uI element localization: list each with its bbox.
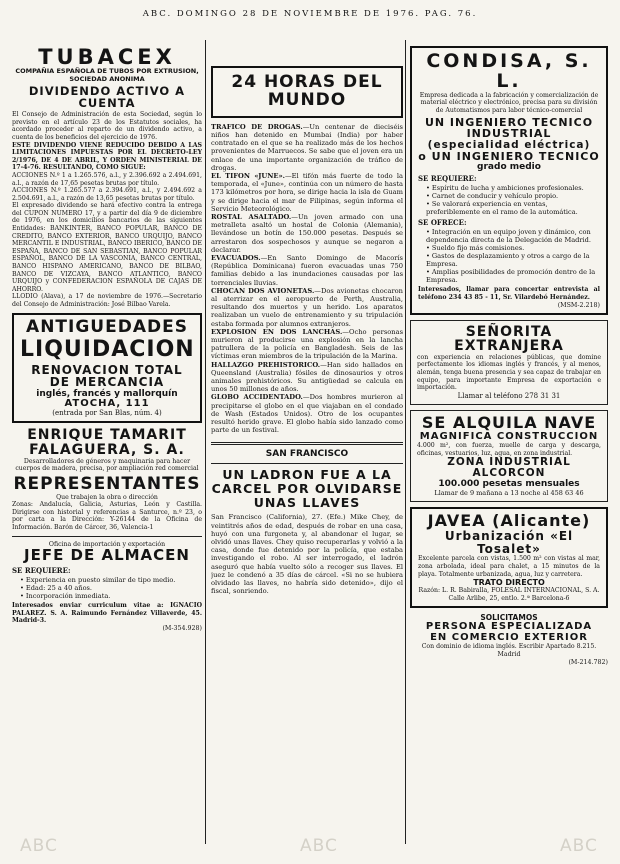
article-text: San Francisco (California), 27. (Efe.) Mike Chey, de veintitrés años de edad, después de robar en una casa, huyó con una furgoneta y, al abandonar el lugar, se olvidó unas llaves. Chey quiso recuperarlas y volvió a la casa, donde fue detenido por la policía, que estaba investigando el robo. Al ser interrogado, el ladrón aseguró que había vuelto sólo a recoger sus llaves. El juez le condenó a 35 días de cárcel. «Si no se hubiera olvidado las llaves, no habría sido detenido», dijo el fiscal, sonriendo. bbox=[211, 513, 403, 596]
senorita-phone: Llamar al teléfono 278 31 31 bbox=[457, 391, 561, 400]
condisa-offer-label: SE OFRECE: bbox=[418, 218, 467, 228]
javea-title: JAVEA (Alicante) bbox=[427, 511, 591, 531]
nave-zone: ZONA INDUSTRIAL ALCORCON bbox=[447, 456, 571, 480]
tubacex-notice: ESTE DIVIDENDO VIENE REDUCIDO DEBIDO A LAS LIMITACIONES IMPUESTAS POR EL DECRETO-LEY 2/1976, DE 4 DE ABRIL, Y ORDEN MINISTERIAL DE 17-4-76. RESULTANDO, COMO SIGUE: bbox=[12, 141, 202, 172]
news-item: EL TIFON «JUNE».—El tifón más fuerte de todo la temporada, el «June», continúa con un número de hasta 173 kilómetros por hora, se dirige hacia la isla de Guam y se dirige hacia el mar de Filipinas, según informa el Servicio Meteorológico. bbox=[211, 171, 403, 213]
tubacex-shares: ACCIONES N.º 1.265.577 a 2.394.691, a.l., y 2.494.692 a 2.504.691, a.l., a razón de 13,65 pesetas brutas por título. bbox=[12, 187, 202, 202]
condisa-offer: • Integración en un equipo joven y dinámico, con dependencia directa de la Delegación de Madrid. bbox=[426, 228, 600, 244]
news-item: ROSTAL ASALTADO.—Un joven armado con una metralleta asaltó un hostal de Colonia (Alemania), llevándose un botín de 150.000 pesetas. Después se arrestaron dos sospechosos y aunque se negaron a declarar. bbox=[211, 212, 403, 254]
senorita-text: con experiencia en relaciones públicas, que domine perfectamente los idiomas inglés y francés, y al menos, alemán, tenga buena presencia y sea capaz de trabajar en equipo, para importante Empresa de exportación e importación. bbox=[417, 353, 601, 392]
solicitamos-line: PERSONA ESPECIALIZADA bbox=[425, 621, 593, 633]
condisa-ref: (MSM-2.218) bbox=[557, 301, 600, 309]
nave-sub: MAGNIFICA CONSTRUCCION bbox=[419, 430, 599, 442]
news-heading: EL TIFON «JUNE». bbox=[211, 171, 285, 180]
news-item: EVACUADOS.—En Santo Domingo de Macorís (República Dominicana) fueron evacuadas unas 750 familias debido a las inundaciones causadas por las torrenciales lluvias. bbox=[211, 253, 403, 287]
news-heading: HALLAZGO PREHISTORICO. bbox=[211, 360, 321, 369]
almacen-ref: (M-354.928) bbox=[162, 624, 202, 632]
article-headline: UN LADRON FUE A LA CARCEL POR OLVIDARSE UNAS LLAVES bbox=[211, 467, 403, 511]
nave-text: 4.000 m², con fuerza, muelle de carga y descarga, oficinas, vestuarios, luz, agua, en zona industrial. bbox=[417, 442, 601, 457]
antiguedades-line: DE MERCANCIA bbox=[49, 375, 165, 390]
solicitamos-top: SOLICITAMOS bbox=[480, 613, 538, 623]
watermark: ABC bbox=[560, 836, 598, 856]
senorita-title: SEÑORITA EXTRANJERA bbox=[454, 323, 564, 355]
antiguedades-line: inglés, francés y mallorquín bbox=[36, 388, 178, 399]
news-text: Dos avionetas chocaron al aterrizar en el aeropuerto de Perth, Australia, resultando dos muertos y un herido. Los aparatos realizaban un vuelo de entrenamiento y su tripulación estaba formada por alumnos extranjeros. bbox=[211, 286, 403, 328]
news-heading: CHOCAN DOS AVIONETAS. bbox=[211, 286, 315, 295]
tubacex-paragraph: El Consejo de Administración de esta Sociedad, según lo previsto en el artículo 23 de los Estatutos sociales, ha acordado proceder al reparto de un dividendo activo, a cuenta de los beneficios del ejercicio de 1976. bbox=[12, 111, 202, 141]
condisa-heading: o UN INGENIERO TECNICO bbox=[418, 149, 600, 163]
news-item: GLOBO ACCIDENTADO.—Dos hombres murieron al precipitarse el globo en el que viajaban en el condado de Wash (Estados Unidos). Otro de los ocupantes resultó herido grave. El globo había sido lanzado como parte de un festival. bbox=[211, 393, 403, 435]
mundo-title: 24 HORAS DEL MUNDO bbox=[231, 72, 383, 110]
solicitamos-ad bbox=[410, 613, 608, 665]
article-place: SAN FRANCISCO bbox=[265, 449, 349, 460]
condisa-requirement: • Se valorará experiencia en ventas, preferiblemente en el ramo de la automática. bbox=[426, 200, 600, 216]
tubacex-paragraph: El expresado dividendo se hará efectivo contra la entrega del CUPON NUMERO 17, y a partir del día 9 de diciembre de 1976, en los domicilios bancarios de las siguientes Entidades: BANKINTER, BANCO POPULAR, BANCO DE CREDITO, BANCO EXTERIOR, BANCO URQUIJO, BANCO MERCANTIL E INDUSTRIAL, BANCO IBERICO, BANCO DE ESPAÑA, BANCO DE SAN SEBASTIAN, BANCO POPULAR ESPAÑOL, BANCO DE LA VASCONIA, BANCO CENTRAL, BANCO HISPANO AMERICANO, BANCO DE BILBAO, BANCO DE VIZCAYA, BANCO ATLANTICO, BANCO URQUIJO y CONFEDERACION ESPAÑOLA DE CAJAS DE AHORRO. bbox=[12, 202, 202, 293]
condisa-offer: • Amplias posibilidades de promoción dentro de la Empresa. bbox=[426, 268, 600, 284]
almacen-text: Interesados enviar curriculum vitae a: IGNACIO PALAREZ. S. A. Raimundo Fernández Villaverde, 45. Madrid-3. bbox=[12, 601, 202, 625]
tubacex-subtitle: COMPAÑIA ESPAÑOLA DE TUBOS POR EXTRUSION, SOCIEDAD ANONIMA bbox=[15, 67, 199, 83]
column-left bbox=[12, 46, 202, 842]
antiguedades-title: ANTIGUEDADES bbox=[26, 316, 188, 337]
javea-ad bbox=[410, 507, 608, 608]
almacen-ad bbox=[12, 541, 202, 632]
column-divider bbox=[405, 40, 406, 844]
solicitamos-text: Con dominio de idioma inglés. Escribir Apartado 8.215. Madrid bbox=[421, 643, 597, 658]
tamarit-name: ENRIQUE TAMARIT FALAGUERA, S. A. bbox=[27, 427, 187, 458]
tubacex-headline: DIVIDENDO ACTIVO A CUENTA bbox=[28, 84, 186, 111]
antiguedades-liquidacion: LIQUIDACION bbox=[20, 337, 195, 363]
antiguedades-address: ATOCHA, 111 bbox=[64, 397, 150, 409]
almacen-intro: Oficina de importación y exportación bbox=[48, 540, 166, 548]
tubacex-ad bbox=[12, 46, 202, 309]
news-heading: TRAFICO DE DROGAS. bbox=[211, 122, 303, 131]
condisa-offer: • Sueldo fijo más comisiones. bbox=[426, 244, 600, 252]
almacen-title: JEFE DE ALMACEN bbox=[24, 546, 190, 565]
nave-price: 100.000 pesetas mensuales bbox=[438, 479, 580, 490]
condisa-contact: Interesados, llamar para concertar entrevista al teléfono 234 43 85 - 11, Sr. Vilardebó Hernández. bbox=[418, 286, 600, 301]
senorita-ad bbox=[410, 320, 608, 405]
news-text: Han sido hallados en Queensland (Australia) fósiles de dinosaurios y otros animales prehistóricos. Su antigüedad se calcula en unos 50 millones de años. bbox=[211, 360, 403, 394]
news-item: EXPLOSION EN DOS LANCHAS.—Ocho personas murieron al producirse una explosión en la lancha patrullera de la policía en Bangladesh. Seis de las víctimas eran miembros de la tripulación de la Marina. bbox=[211, 327, 403, 361]
javea-sub: Urbanización «El Tosalet» bbox=[444, 529, 574, 556]
almacen-requirement: • Experiencia en puesto similar de tipo medio. bbox=[20, 576, 202, 584]
almacen-requirement: • Edad: 25 a 40 años. bbox=[20, 584, 202, 592]
page-header: ABC. DOMINGO 28 DE NOVIEMBRE DE 1976. PAG. 76. bbox=[142, 9, 478, 19]
nave-title: SE ALQUILA NAVE bbox=[421, 412, 597, 432]
watermark: ABC bbox=[300, 836, 338, 856]
javea-trato: TRATO DIRECTO bbox=[473, 578, 545, 588]
javea-text: Excelente parcela con vistas, 1.500 m² con vistas al mar, zona arbolada, ideal para chalet, a 15 minutos de la playa. Totalmente urbanizada, agua, luz y carretera. bbox=[418, 555, 600, 578]
representantes-sub: Que trabajen la obra o dirección bbox=[56, 493, 158, 501]
news-text: Ocho personas murieron al producirse una explosión en la lancha patrullera de la policía en Bangladesh. Seis de las víctimas eran miembros de la tripulación de la Marina. bbox=[211, 327, 403, 361]
condisa-heading: (especialidad eléctrica) bbox=[427, 138, 591, 151]
condisa-ad bbox=[410, 46, 608, 315]
tubacex-shares: ACCIONES N.º 1 a 1.265.576, a.l., y 2.396.692 a 2.494.691, a.l., a razón de 17,65 pesetas brutas por título. bbox=[12, 171, 202, 187]
column-divider bbox=[205, 40, 206, 844]
condisa-requirement: • Espíritu de lucha y ambiciones profesionales. bbox=[426, 184, 600, 192]
news-heading: GLOBO ACCIDENTADO. bbox=[211, 393, 303, 402]
solicitamos-line: EN COMERCIO EXTERIOR bbox=[430, 631, 588, 643]
representantes-text: Zonas: Andalucía, Galicia, Asturias, León y Castilla. Dirigirse con historial y referencias a Santurce, n.º 23, o por carta a la Dirección: Y-26144 de la Oficina de Información. Barón de Cárcer, 36, Valencia-1 bbox=[12, 501, 202, 532]
nave-phone: Llamar de 9 mañana a 13 noche al 458 63 46 bbox=[434, 489, 584, 498]
condisa-offer: • Gastos de desplazamiento y otros a cargo de la Empresa. bbox=[426, 252, 600, 268]
condisa-requirement: • Carnet de conducir y vehículo propio. bbox=[426, 192, 600, 200]
representantes-title: REPRESENTANTES bbox=[13, 473, 201, 494]
news-heading: ROSTAL ASALTADO. bbox=[211, 212, 292, 221]
tubacex-name: TUBACEX bbox=[38, 46, 176, 69]
news-text: Un centenar de dieciséis niños han detenido en Mumbai (India) por haber contratado en el que se ha realizado más de los hechos provenientes de Marruecos. Se sabe que el joven era un enlace de una importante organización de tráfico de drogas. bbox=[211, 122, 403, 172]
almacen-requirement: • Incorporación inmediata. bbox=[20, 592, 202, 600]
news-item: CHOCAN DOS AVIONETAS.—Dos avionetas chocaron al aterrizar en el aeropuerto de Perth, Australia, resultando dos muertos y un herido. Los aparatos realizaban un vuelo de entrenamiento y su tripulación estaba formada por alumnos extranjeros. bbox=[211, 286, 403, 328]
antiguedades-ad bbox=[12, 313, 202, 424]
nave-ad bbox=[410, 410, 608, 503]
column-middle bbox=[211, 46, 403, 842]
condisa-name: CONDISA, S. L. bbox=[426, 50, 592, 92]
sanfrancisco-article bbox=[211, 449, 403, 595]
mundo-news bbox=[211, 123, 403, 435]
antiguedades-note: (entrada por San Blas, núm. 4) bbox=[52, 409, 162, 418]
mundo-title-box bbox=[211, 66, 403, 118]
condisa-req-label: SE REQUIERE: bbox=[418, 174, 477, 184]
condisa-intro: Empresa dedicada a la fabricación y comercialización de material eléctrico y electrónico, precisa para su división de Automatismos para labor técnico-comercial bbox=[419, 91, 599, 115]
javea-contact: Razón: L. R. Babiralla, FOLESAL INTERNACIONAL, S. A. Calle Arlibe, 25, entlo. 2.ª Barcelona-6 bbox=[418, 587, 600, 602]
column-right bbox=[410, 46, 608, 842]
news-heading: EVACUADOS. bbox=[211, 253, 261, 262]
tamarit-ad bbox=[12, 428, 202, 531]
news-text: En Santo Domingo de Macorís (República Dominicana) fueron evacuadas unas 750 familias debido a las inundaciones causadas por las torrenciales lluvias. bbox=[211, 253, 403, 287]
news-text: Dos hombres murieron al precipitarse el globo en el que viajaban en el condado de Wash (Estados Unidos). Otro de los ocupantes resultó herido grave. El globo había sido lanzado como parte de un festival. bbox=[211, 393, 403, 435]
tubacex-signature: LLODIO (Alava), a 17 de noviembre de 1976.—Secretario del Consejo de Administración: José Bilbao Varela. bbox=[12, 293, 202, 309]
news-text: Un joven armado con una metralleta asaltó un hostal de Colonia (Alemania), llevándose un botín de 150.000 pesetas. Después se arrestaron dos sospechosos y aunque se negaron a declarar. bbox=[211, 212, 403, 254]
tamarit-text: Desarrolladores de géneros y maquinaria para hacer cuerpos de madera, precisa, por ampliación red comercial bbox=[15, 457, 199, 473]
news-item: TRAFICO DE DROGAS.—Un centenar de dieciséis niños han detenido en Mumbai (India) por haber contratado en el que se ha realizado más de los hechos provenientes de Marruecos. Se sabe que el joven era un enlace de una importante organización de tráfico de drogas. bbox=[211, 122, 403, 172]
condisa-heading: UN INGENIERO TECNICO INDUSTRIAL bbox=[424, 115, 594, 141]
news-heading: EXPLOSION EN DOS LANCHAS. bbox=[211, 327, 343, 336]
news-item: HALLAZGO PREHISTORICO.—Han sido hallados en Queensland (Australia) fósiles de dinosaurios y otros animales prehistóricos. Su antigüedad se calcula en unos 50 millones de años. bbox=[211, 360, 403, 394]
almacen-req: SE REQUIERE: bbox=[12, 565, 71, 575]
watermark: ABC bbox=[20, 836, 58, 856]
news-text: El tifón más fuerte de todo la temporada, el «June», continúa con un número de hasta 173 kilómetros por hora, se dirige hacia la isla de Guam y se dirige hacia el mar de Filipinas, según informa el Servicio Meteorológico. bbox=[211, 171, 403, 213]
antiguedades-line: RENOVACION TOTAL bbox=[31, 362, 183, 377]
solicitamos-ref: (M-214.782) bbox=[568, 658, 608, 666]
condisa-heading: grado medio bbox=[477, 162, 541, 173]
